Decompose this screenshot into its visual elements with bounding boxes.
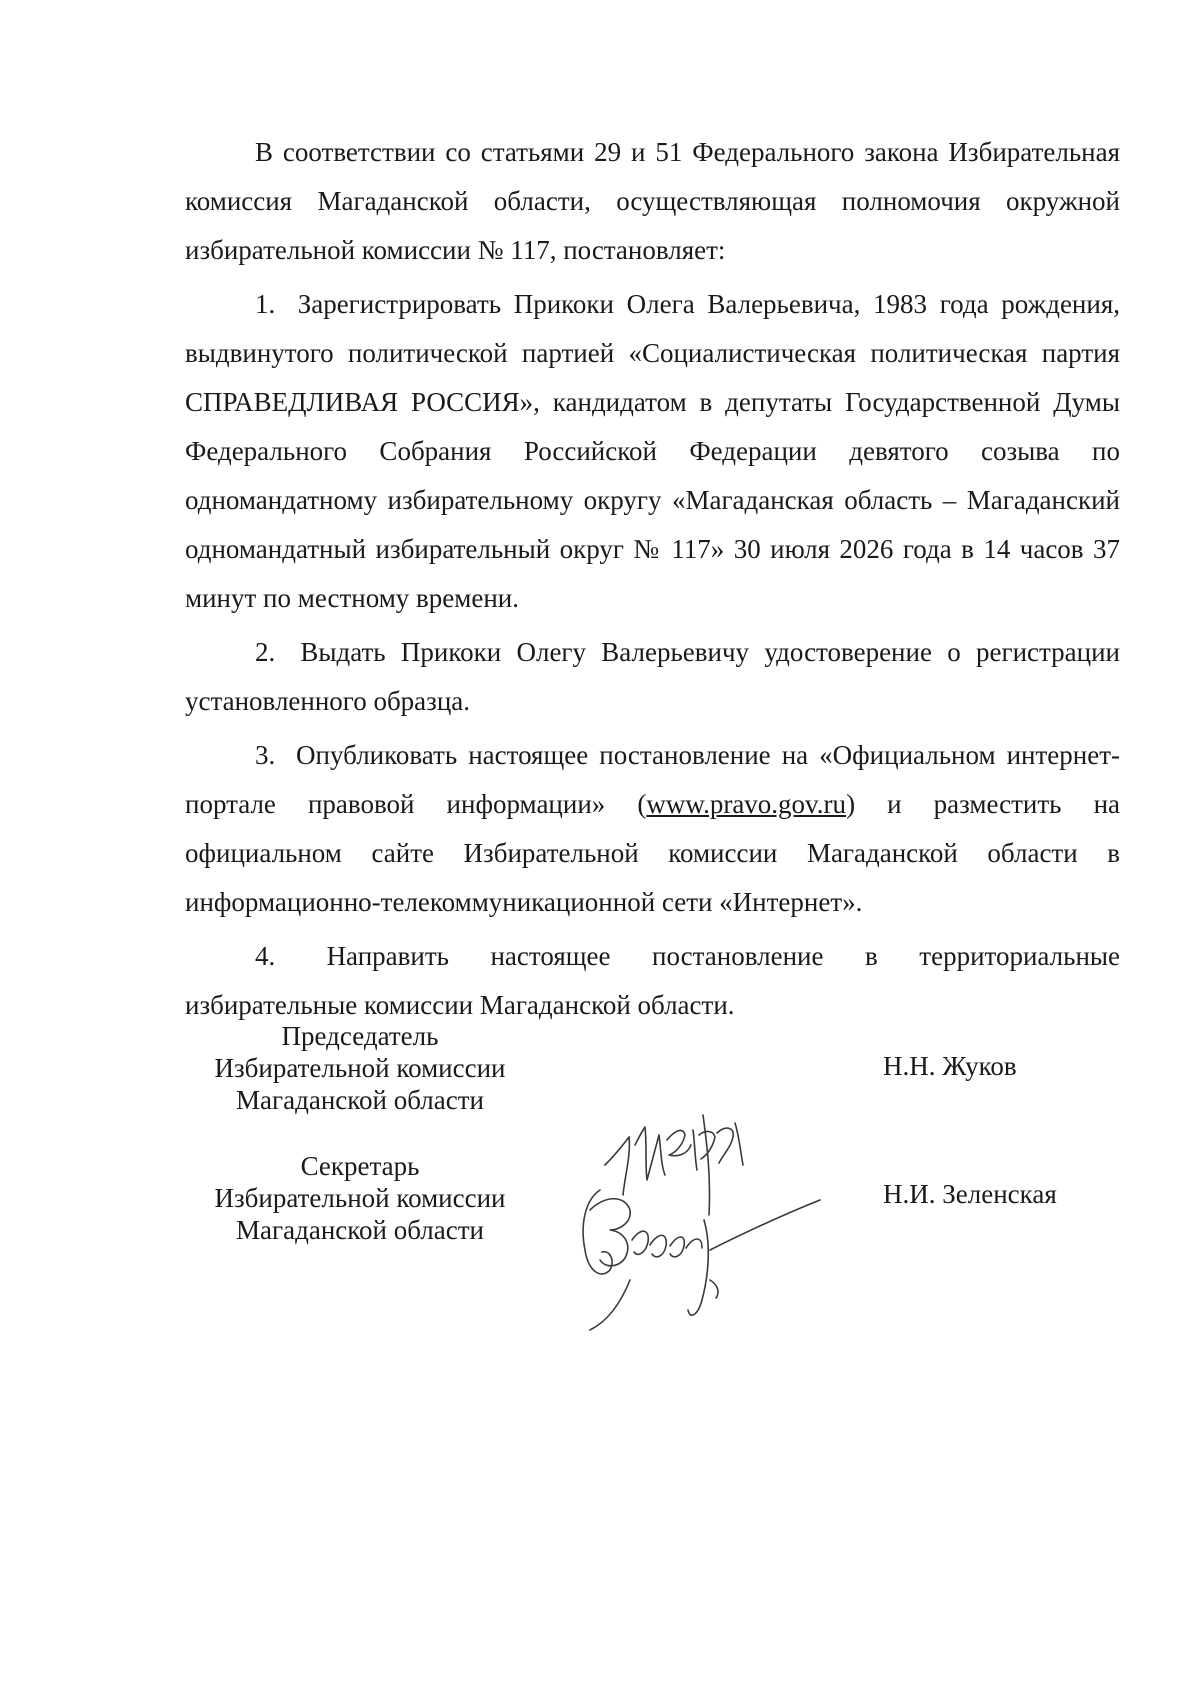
chairman-title-line3: Магаданской области	[236, 1085, 484, 1115]
resolution-item-4	[185, 932, 1120, 1030]
secretary-name: Н.И. Зеленская	[883, 1179, 1057, 1209]
intro-paragraph: В соответствии со статьями 29 и 51 Федерального закона Избирательная комиссия Магаданской области, осуществляющая полномочия окружной избирательной комиссии № 117, постановляет:	[185, 137, 1120, 265]
item-text: Зарегистрировать Прикоки Олега Валерьевича, 1983 года рождения, выдвинутого политической партией «Социалистическая политическая партия СПРАВЕДЛИВАЯ РОССИЯ», кандидатом в депутаты Государственной Думы Федерального Собрания Российской Федерации девятого созыва по одномандатному избирательному округу «Магаданская область – Магаданский одномандатный избирательный округ № 117» 30 июля 2026 года в 14 часов 37 минут по местному времени.	[185, 289, 1121, 613]
item-text-after-link: ) и разместить на официальном сайте Избирательной комиссии Магаданской области в информационно-телекоммуникационной сети «Интернет».	[185, 789, 1121, 917]
chairman-name: Н.Н. Жуков	[883, 1051, 1017, 1081]
secretary-title	[180, 1150, 540, 1246]
secretary-signature	[570, 1180, 840, 1350]
item-text: Направить настоящее постановление в территориальные избирательные комиссии Магаданской области.	[185, 941, 1121, 1020]
secretary-title-line2: Избирательной комиссии	[214, 1183, 506, 1213]
resolution-item-3	[185, 731, 1120, 927]
pravo-portal-link[interactable]: www.pravo.gov.ru	[646, 789, 847, 819]
chairman-title	[180, 1020, 540, 1116]
chairman-title-line2: Избирательной комиссии	[214, 1053, 506, 1083]
resolution-item-1	[185, 280, 1120, 623]
chairman-title-line1: Председатель	[281, 1021, 439, 1051]
item-number: 1.	[255, 289, 276, 319]
item-text-before-link: Опубликовать настоящее постановление на «Официальном интернет-портале правовой информации» (	[185, 740, 1121, 819]
secretary-title-line1: Секретарь	[300, 1151, 420, 1181]
item-number: 4.	[255, 941, 276, 971]
resolution-body	[185, 128, 1120, 1035]
item-text: Выдать Прикоки Олегу Валерьевичу удостоверение о регистрации установленного образца.	[185, 637, 1121, 716]
item-number: 3.	[255, 740, 276, 770]
secretary-title-line3: Магаданской области	[236, 1215, 484, 1245]
resolution-item-2	[185, 628, 1120, 726]
item-number: 2.	[255, 637, 276, 667]
